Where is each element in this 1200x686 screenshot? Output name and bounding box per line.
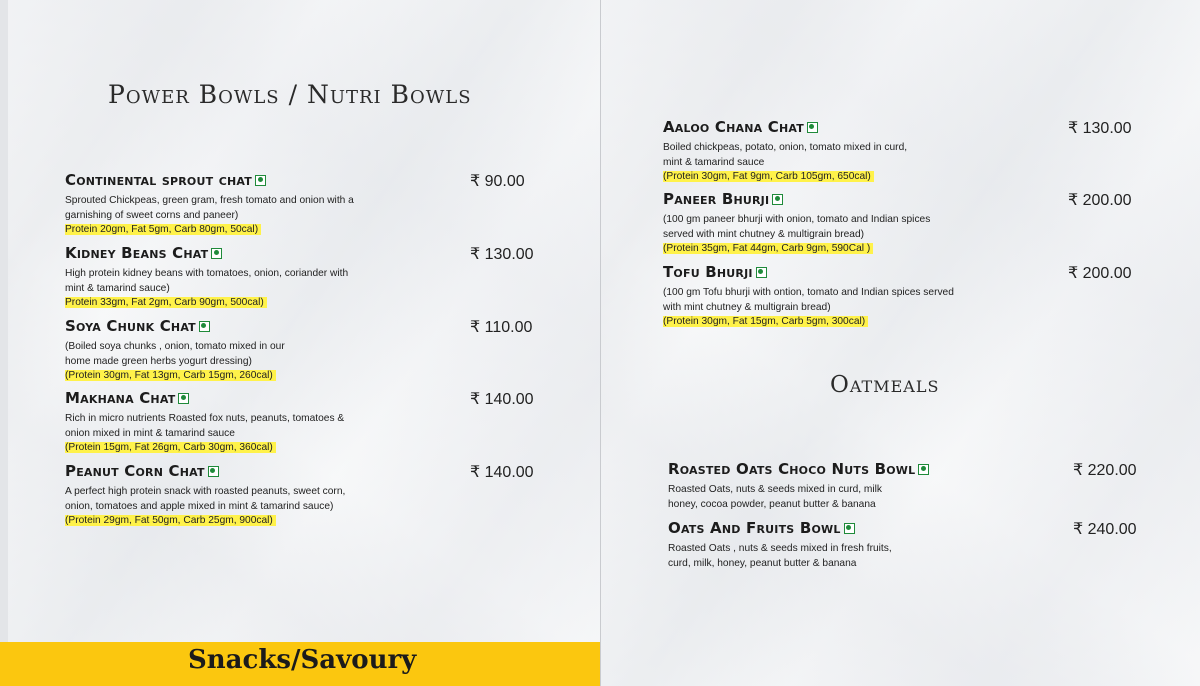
item-price: ₹ 90.00 (470, 173, 525, 190)
item-price: ₹ 140.00 (470, 464, 534, 481)
menu-item-aaloo-chana-chat[interactable] (663, 118, 1133, 185)
section-title-oatmeals: Oatmeals (830, 372, 940, 398)
item-description: (Boiled soya chunks , onion, tomato mixed in our home made green herbs yogurt dressing) (65, 341, 285, 367)
menu-item-continental-sprout-chat[interactable] (65, 171, 535, 238)
section-title-power-bowls: Power Bowls / Nutri Bowls (108, 80, 472, 109)
item-price: ₹ 220.00 (1073, 462, 1137, 479)
item-price: ₹ 140.00 (470, 391, 534, 408)
menu-item-tofu-bhurji[interactable] (663, 263, 1133, 330)
item-name: Paneer Bhurji (663, 190, 770, 208)
item-price: ₹ 130.00 (470, 246, 534, 263)
menu-item-roasted-oats-choco-nuts-bowl[interactable] (668, 460, 1138, 512)
item-description: A perfect high protein snack with roasted peanuts, sweet corn, onion, tomatoes and apple mixed in mint & tamarind sauce) (65, 486, 346, 512)
nutrition-info: (Protein 35gm, Fat 44gm, Carb 9gm, 590Cal ) (663, 243, 873, 254)
veg-icon (208, 466, 219, 477)
item-description: Roasted Oats, nuts & seeds mixed in curd, milk honey, cocoa powder, peanut butter & banana (668, 484, 883, 510)
item-name: Continental sprout chat (65, 171, 252, 189)
item-name: Oats And Fruits Bowl (668, 519, 841, 537)
menu-item-peanut-corn-chat[interactable] (65, 462, 535, 529)
veg-icon (211, 248, 222, 259)
category-banner-title: Snacks/Savoury (188, 645, 417, 675)
veg-icon (772, 194, 783, 205)
page-divider (600, 0, 601, 686)
veg-icon (918, 464, 929, 475)
item-name: Makhana Chat (65, 389, 176, 407)
item-name: Peanut Corn Chat (65, 462, 205, 480)
menu-item-paneer-bhurji[interactable] (663, 190, 1133, 257)
item-description: Roasted Oats , nuts & seeds mixed in fresh fruits, curd, milk, honey, peanut butter & banana (668, 543, 892, 569)
item-description: Sprouted Chickpeas, green gram, fresh tomato and onion with a garnishing of sweet corns and paneer) (65, 195, 354, 221)
page-edge (0, 0, 8, 686)
veg-icon (807, 122, 818, 133)
veg-icon (255, 175, 266, 186)
item-price: ₹ 110.00 (470, 319, 533, 336)
item-name: Tofu Bhurji (663, 263, 753, 281)
item-name: Kidney Beans Chat (65, 244, 209, 262)
nutrition-info: Protein 33gm, Fat 2gm, Carb 90gm, 500cal) (65, 297, 267, 308)
nutrition-info: (Protein 30gm, Fat 15gm, Carb 5gm, 300cal) (663, 316, 868, 327)
item-price: ₹ 130.00 (1068, 120, 1132, 137)
item-price: ₹ 200.00 (1068, 265, 1132, 282)
item-description: Rich in micro nutrients Roasted fox nuts, peanuts, tomatoes & onion mixed in mint & tamarind sauce (65, 413, 345, 439)
nutrition-info: (Protein 30gm, Fat 9gm, Carb 105gm, 650cal) (663, 171, 874, 182)
veg-icon (756, 267, 767, 278)
item-description: High protein kidney beans with tomatoes, onion, coriander with mint & tamarind sauce) (65, 268, 349, 294)
veg-icon (844, 523, 855, 534)
item-description: (100 gm Tofu bhurji with ontion, tomato and Indian spices served with mint chutney & multigrain bread) (663, 287, 954, 313)
menu-item-oats-and-fruits-bowl[interactable] (668, 519, 1138, 571)
item-name: Roasted Oats Choco Nuts Bowl (668, 460, 916, 478)
item-price: ₹ 240.00 (1073, 521, 1137, 538)
nutrition-info: (Protein 29gm, Fat 50gm, Carb 25gm, 900cal) (65, 515, 276, 526)
menu-item-kidney-beans-chat[interactable] (65, 244, 535, 311)
menu-item-makhana-chat[interactable] (65, 389, 535, 456)
nutrition-info: (Protein 15gm, Fat 26gm, Carb 30gm, 360cal) (65, 442, 276, 453)
item-name: Soya Chunk Chat (65, 317, 196, 335)
menu-right-page (601, 0, 1200, 686)
item-name: Aaloo Chana Chat (663, 118, 804, 136)
item-price: ₹ 200.00 (1068, 192, 1132, 209)
veg-icon (178, 393, 189, 404)
veg-icon (199, 321, 210, 332)
item-description: (100 gm paneer bhurji with onion, tomato and Indian spices served with mint chutney & multigrain bread) (663, 214, 931, 240)
item-description: Boiled chickpeas, potato, onion, tomato mixed in curd, mint & tamarind sauce (663, 142, 908, 168)
nutrition-info: (Protein 30gm, Fat 13gm, Carb 15gm, 260cal) (65, 370, 276, 381)
menu-item-soya-chunk-chat[interactable] (65, 317, 535, 384)
nutrition-info: Protein 20gm, Fat 5gm, Carb 80gm, 50cal) (65, 224, 261, 235)
